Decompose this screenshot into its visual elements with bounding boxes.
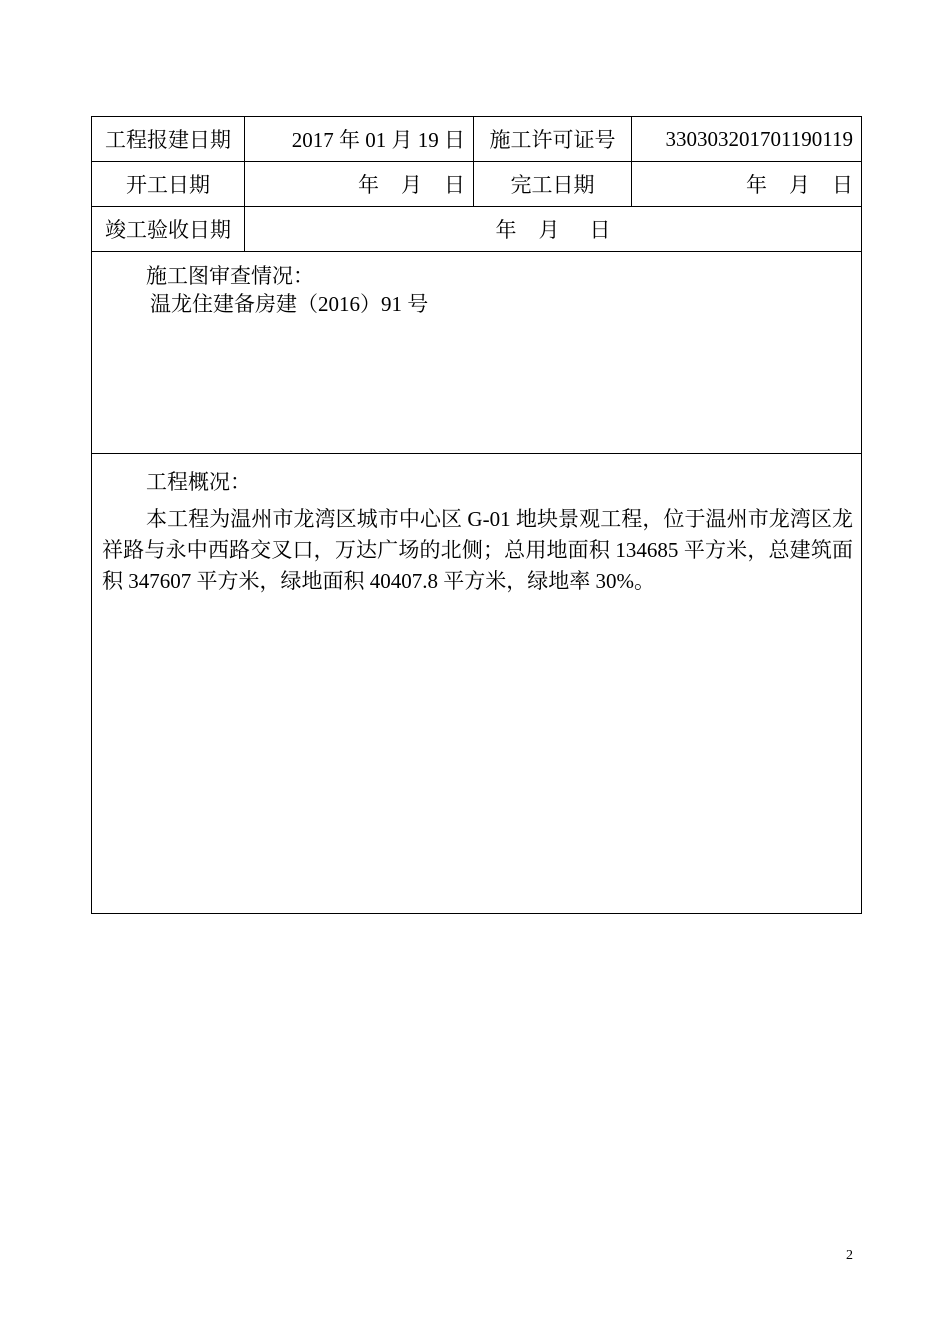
acceptance-date-month: 月	[538, 218, 560, 242]
start-date-month: 月	[401, 173, 422, 197]
permit-number-label: 施工许可证号	[474, 117, 632, 162]
finish-date-year: 年	[746, 173, 767, 197]
acceptance-date-value	[245, 207, 862, 252]
drawing-review-value: 温龙住建备房建（2016）91 号	[150, 292, 429, 316]
permit-number-value: 330303201701190119	[632, 117, 862, 162]
drawing-review-heading: 施工图审查情况：	[146, 264, 314, 288]
report-date-value: 2017 年 01 月 19 日	[245, 117, 474, 162]
finish-date-label: 完工日期	[474, 162, 632, 207]
drawing-review-section	[92, 252, 862, 454]
finish-date-day: 日	[832, 173, 853, 197]
acceptance-date-year: 年	[495, 218, 517, 242]
table-row-drawing-review	[92, 252, 862, 454]
finish-date-value	[632, 162, 862, 207]
table-row-report-date	[92, 117, 862, 162]
start-date-value	[245, 162, 474, 207]
start-date-year: 年	[358, 173, 379, 197]
page-number: 2	[846, 1248, 853, 1263]
start-date-label: 开工日期	[92, 162, 245, 207]
start-date-day: 日	[444, 173, 465, 197]
acceptance-date-day: 日	[589, 218, 611, 242]
project-overview-text: 本工程为温州市龙湾区城市中心区 G-01 地块景观工程，位于温州市龙湾区龙祥路与永中西路交叉口，万达广场的北侧；总用地面积 134685 平方米，总建筑面积 347607 平方米，绿地面积 40407.8 平方米，绿地率 30%。	[102, 507, 853, 593]
table-row-project-overview	[92, 454, 862, 914]
table-row-start-finish	[92, 162, 862, 207]
acceptance-date-label: 竣工验收日期	[92, 207, 245, 252]
project-overview-section	[92, 454, 862, 914]
table-row-acceptance-date	[92, 207, 862, 252]
report-date-label: 工程报建日期	[92, 117, 245, 162]
project-info-table	[91, 116, 862, 914]
project-overview-heading: 工程概况：	[146, 470, 251, 494]
finish-date-month: 月	[789, 173, 810, 197]
